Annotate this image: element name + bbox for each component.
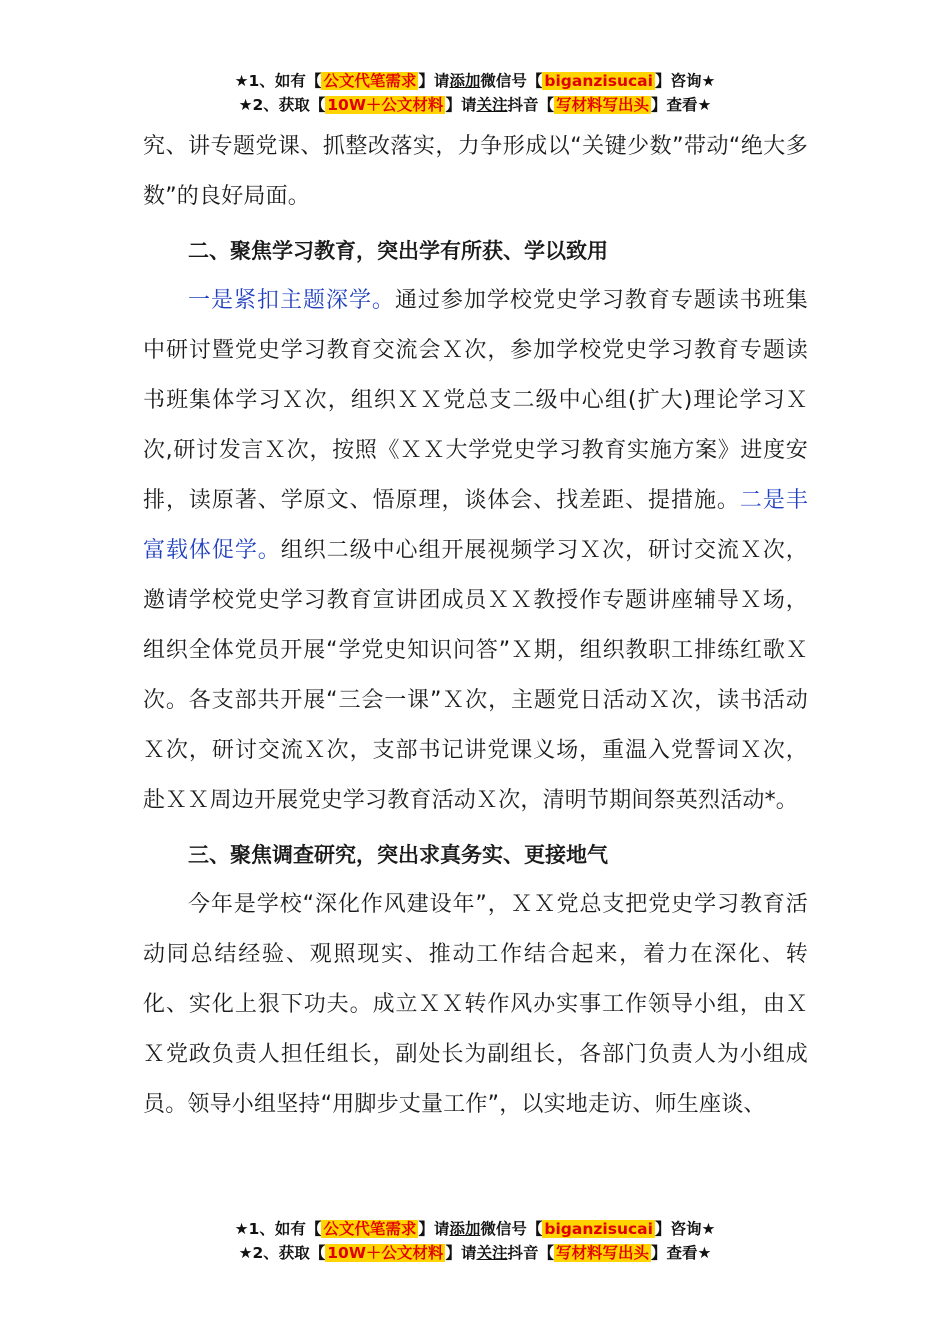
section-heading-2: 二、聚焦学习教育，突出学有所获、学以致用 (188, 239, 608, 263)
paragraph-text: 通过参加学校党史学习教育专题读书班集中研讨暨党史学习教育交流会Ｘ次，参加学校党史学习教育专题读书班集体学习Ｘ次，组织ＸＸ党总支二级中心组(扩大)理论学习Ｘ次,研讨发言Ｘ次，按照《ＸＸ大学党史学习教育实施方案》进度安排，读原著、学原文、悟原理，谈体会、找差距、提措施。 (143, 288, 808, 513)
highlight-service: 公文代笔需求 (323, 72, 417, 90)
banner-text: 抖音【 (507, 96, 554, 114)
paragraph-study (143, 276, 808, 826)
banner-text: 微信号【 (480, 72, 543, 90)
paragraph-research: 今年是学校“深化作风建设年”，ＸＸ党总支把党史学习教育活动同总结经验、观照现实、推动工作结合起来，着力在深化、转化、实化上狠下功夫。成立ＸＸ转作风办实事工作领导小组，由ＸＸ党政负责人担任组长，副处长为副组长，各部门负责人为小组成员。领导小组坚持“用脚步丈量工作”，以实地走访、师生座谈、 (143, 892, 808, 1117)
highlight-materials: 10W＋公文材料 (327, 1244, 444, 1262)
banner-text: ★2、获取【 (238, 1244, 326, 1262)
banner-text: 添加 (449, 72, 481, 90)
banner-text: 】咨询★ (654, 1220, 716, 1238)
banner-text: 】查看★ (651, 96, 712, 114)
highlight-wechat-id: biganzisucai (544, 72, 653, 90)
banner-text: ★1、如有【 (234, 1220, 322, 1238)
lead-phrase: 一是紧扣主题深学。 (188, 288, 395, 313)
highlight-wechat-id: biganzisucai (544, 1220, 653, 1238)
banner-text: 微信号【 (480, 1220, 543, 1238)
banner-text: 关注 (476, 1244, 508, 1262)
banner-text: ★2、获取【 (238, 96, 326, 114)
banner-line-2 (0, 1241, 950, 1265)
highlight-douyin: 写材料写出头 (555, 96, 649, 114)
banner-text: 关注 (476, 96, 508, 114)
banner-text: 添加 (449, 1220, 481, 1238)
banner-text: 】请 (418, 1220, 450, 1238)
banner-line-1 (0, 1217, 950, 1241)
banner-text: 】请 (418, 72, 450, 90)
header-banner (0, 69, 950, 117)
highlight-service: 公文代笔需求 (323, 1220, 417, 1238)
banner-line-2 (0, 93, 950, 117)
section-heading-3: 三、聚焦调查研究，突出求真务实、更接地气 (188, 843, 608, 867)
banner-text: ★1、如有【 (234, 72, 322, 90)
banner-line-1 (0, 69, 950, 93)
banner-text: 】查看★ (651, 1244, 712, 1262)
footer-banner (0, 1217, 950, 1265)
highlight-materials: 10W＋公文材料 (327, 96, 444, 114)
lead-phrase: 二是丰富载体促学。 (143, 488, 809, 563)
banner-text: 】咨询★ (654, 72, 716, 90)
paragraph-continued: 究、讲专题党课、抓整改落实，力争形成以“关键少数”带动“绝大多数”的良好局面。 (143, 134, 808, 209)
banner-text: 抖音【 (507, 1244, 554, 1262)
banner-text: 】请 (445, 1244, 477, 1262)
paragraph-text: 组织二级中心组开展视频学习Ｘ次，研讨交流Ｘ次，邀请学校党史学习教育宣讲团成员ＸＸ教授作专题讲座辅导Ｘ场，组织全体党员开展“学党史知识问答”Ｘ期，组织教职工排练红歌Ｘ次。各支部共开展“三会一课”Ｘ次，主题党日活动Ｘ次，读书活动Ｘ次，研讨交流Ｘ次，支部书记讲党课义场，重温入党誓词Ｘ次，赴ＸＸ周边开展党史学习教育活动Ｘ次，清明节期间祭英烈活动*。 (143, 538, 808, 813)
banner-text: 】请 (445, 96, 477, 114)
document-body (143, 122, 808, 1130)
highlight-douyin: 写材料写出头 (555, 1244, 649, 1262)
